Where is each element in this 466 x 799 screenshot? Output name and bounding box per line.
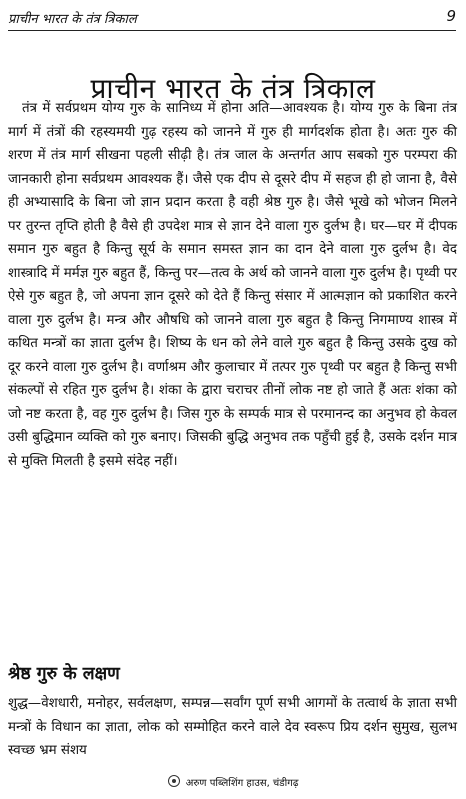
body-paragraph: तंत्र में सर्वप्रथम योग्य गुरु के सानिध्य में होना अति—आवश्यक है। योग्य गुरु के बिना तंत्र मार्ग में तंत्रों की रहस्यमयी गुढ़ रहस्य को जानने में गुरु ही मार्गदर्शक होता है। अतः गुरु की शरण में तंत्र मार्ग सीखना पहली सीढ़ी है। तंत्र जाल के अन्तर्गत आप सबको गुरु परम्परा की जानकारी होना सर्वप्रथम आवश्यक हैं। जैसे एक दीप से दूसरे दीप में सहज ही हो जाना है, वैसे ही अभ्यासादि के बिना जो ज्ञान प्रदान करता है वही श्रेष्ठ गुरु है। जैसे भूखे को भोजन मिलने पर तुरन्त तृप्ति होती है वैसे ही उपदेश मात्र से ज्ञान देने वाला गुरु दुर्लभ है। घर—घर में दीपक समान गुरु बहुत है किन्तु सूर्य के समान समस्त ज्ञान का दान देने वाला गुरु दुर्लभ है। वेद शास्त्रादि में मर्मज्ञ गुरु बहुत हैं, किन्तु पर—तत्व के अर्थ को जानने वाला गुरु दुर्लभ है। पृथ्वी पर ऐसे गुरु बहुत है, जो अपना ज्ञान दूसरे को देते हैं किन्तु संसार में आत्मज्ञान को प्रकाशित करने वाला गुरु दुर्लभ है। मन्त्र और औषधि को जानने वाला गुरु बहुत है किन्तु निगमाण्य शास्त्र में कथित मन्त्रों का ज्ञाता दुर्लभ है। शिष्य के धन को लेने वाले गुरु बहुत है किन्तु उसके दुख को दूर करने वाला गुरु दुर्लभ है। वर्णाश्रम और कुलाचार में तत्पर गुरु पृथ्वी पर बहुत है किन्तु सभी संकल्पों से रहित गुरु दुर्लभ है। शंका के द्वारा चराचर तीनों लोक नष्ट हो जाते हैं अतः शंका को जो नष्ट करता है, वह गुरु दुर्लभ है। जिस गुरु के सम्पर्क मात्र से परमानन्द का अनुभव हो केवल उसी बुद्धिमान व्यक्ति को गुरु बनाए। जिसकी बुद्धि अनुभव तक पहुँची हुई है, उसके दर्शन मात्र से मुक्ति मिलती है इसमे संदेह नहीं।	[8, 101, 457, 469]
page-number: 9	[446, 7, 456, 25]
page-footer	[0, 775, 466, 789]
running-header	[8, 6, 456, 31]
section-paragraph: शुद्ध—वेशधारी, मनोहर, सर्वलक्षण, सम्पन्न—सर्वांग पूर्ण सभी आगमों के तत्वार्थ के ज्ञाता सभी मन्त्रों के विधान का ज्ञाता, लोक को सम्मोहित करने वाले देव स्वरूप प्रिय दर्शन सुमुख, सुलभ स्वच्छ भ्रम संशय	[8, 696, 457, 758]
publisher-logo-icon	[168, 775, 180, 787]
running-title: प्राचीन भारत के तंत्र त्रिकाल	[8, 12, 137, 27]
section-text	[8, 692, 457, 763]
section-heading: श्रेष्ठ गुरु के लक्षण	[8, 664, 120, 684]
chapter-title: प्राचीन भारत के तंत्र त्रिकाल	[90, 71, 376, 105]
publisher-name: अरुण पब्लिशिंग हाउस, चंडीगढ़	[185, 778, 299, 789]
body-text	[8, 97, 457, 473]
